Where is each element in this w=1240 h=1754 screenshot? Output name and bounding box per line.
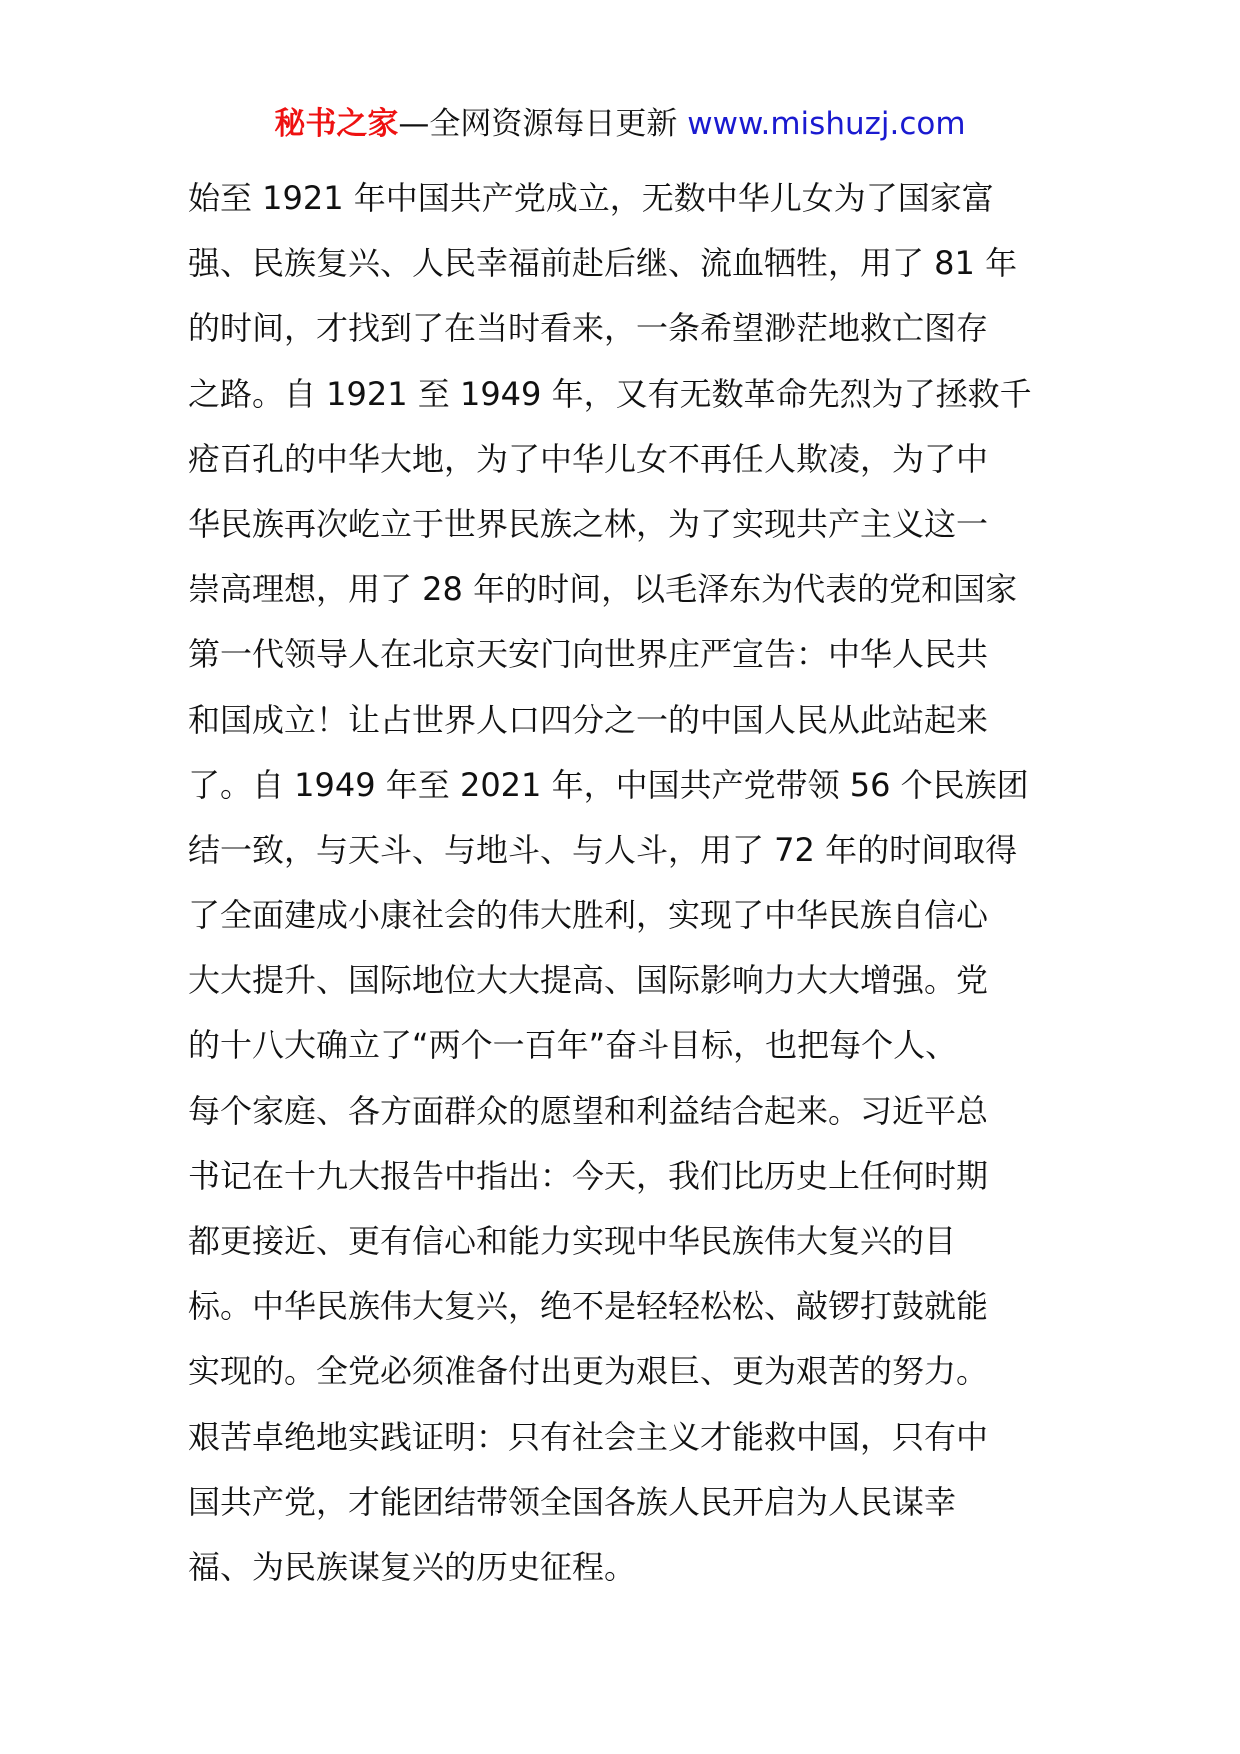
header-slogan: —全网资源每日更新 bbox=[398, 106, 688, 142]
text-line: 标。中华民族伟大复兴，绝不是轻轻松松、敲锣打鼓就能 bbox=[188, 1287, 989, 1326]
text-line: 了。自 1949 年至 2021 年，中国共产党带领 56 个民族团 bbox=[188, 765, 1029, 804]
text-line: 国共产党，才能团结带领全国各族人民开启为人民谋幸 bbox=[188, 1482, 957, 1521]
website-link[interactable]: www.mishuzj.com bbox=[687, 106, 966, 142]
text-line: 大大提升、国际地位大大提高、国际影响力大大增强。党 bbox=[188, 961, 989, 1000]
text-line: 艰苦卓绝地实践证明：只有社会主义才能救中国，只有中 bbox=[188, 1417, 989, 1456]
text-line: 的十八大确立了“两个一百年”奋斗目标，也把每个人、 bbox=[188, 1026, 958, 1065]
page-header bbox=[0, 104, 1240, 144]
text-line: 疮百孔的中华大地，为了中华儿女不再任人欺凌，为了中 bbox=[188, 439, 989, 478]
text-line: 第一代领导人在北京天安门向世界庄严宣告：中华人民共 bbox=[188, 635, 989, 674]
text-line: 崇高理想，用了 28 年的时间，以毛泽东为代表的党和国家 bbox=[188, 570, 1018, 609]
brand-name: 秘书之家 bbox=[274, 106, 399, 142]
body-paragraph bbox=[188, 166, 1058, 1600]
text-line: 的时间，才找到了在当时看来，一条希望渺茫地救亡图存 bbox=[188, 309, 989, 348]
text-line: 都更接近、更有信心和能力实现中华民族伟大复兴的目 bbox=[188, 1222, 957, 1260]
text-line: 实现的。全党必须准备付出更为艰巨、更为艰苦的努力。 bbox=[188, 1352, 989, 1391]
text-line: 华民族再次屹立于世界民族之林，为了实现共产主义这一 bbox=[188, 504, 989, 543]
text-line: 始至 1921 年中国共产党成立，无数中华儿女为了国家富 bbox=[188, 179, 994, 217]
text-line: 书记在十九大报告中指出：今天，我们比历史上任何时期 bbox=[188, 1156, 989, 1195]
text-line: 之路。自 1921 至 1949 年，又有无数革命先烈为了拯救千 bbox=[188, 374, 1032, 413]
text-line: 结一致，与天斗、与地斗、与人斗，用了 72 年的时间取得 bbox=[188, 830, 1018, 869]
text-line: 了全面建成小康社会的伟大胜利，实现了中华民族自信心 bbox=[188, 896, 989, 935]
text-line: 福、为民族谋复兴的历史征程。 bbox=[188, 1547, 637, 1586]
text-line: 每个家庭、各方面群众的愿望和利益结合起来。习近平总 bbox=[188, 1091, 989, 1130]
text-line: 强、民族复兴、人民幸福前赴后继、流血牺牲，用了 81 年 bbox=[188, 244, 1018, 283]
text-line: 和国成立！让占世界人口四分之一的中国人民从此站起来 bbox=[188, 700, 989, 739]
